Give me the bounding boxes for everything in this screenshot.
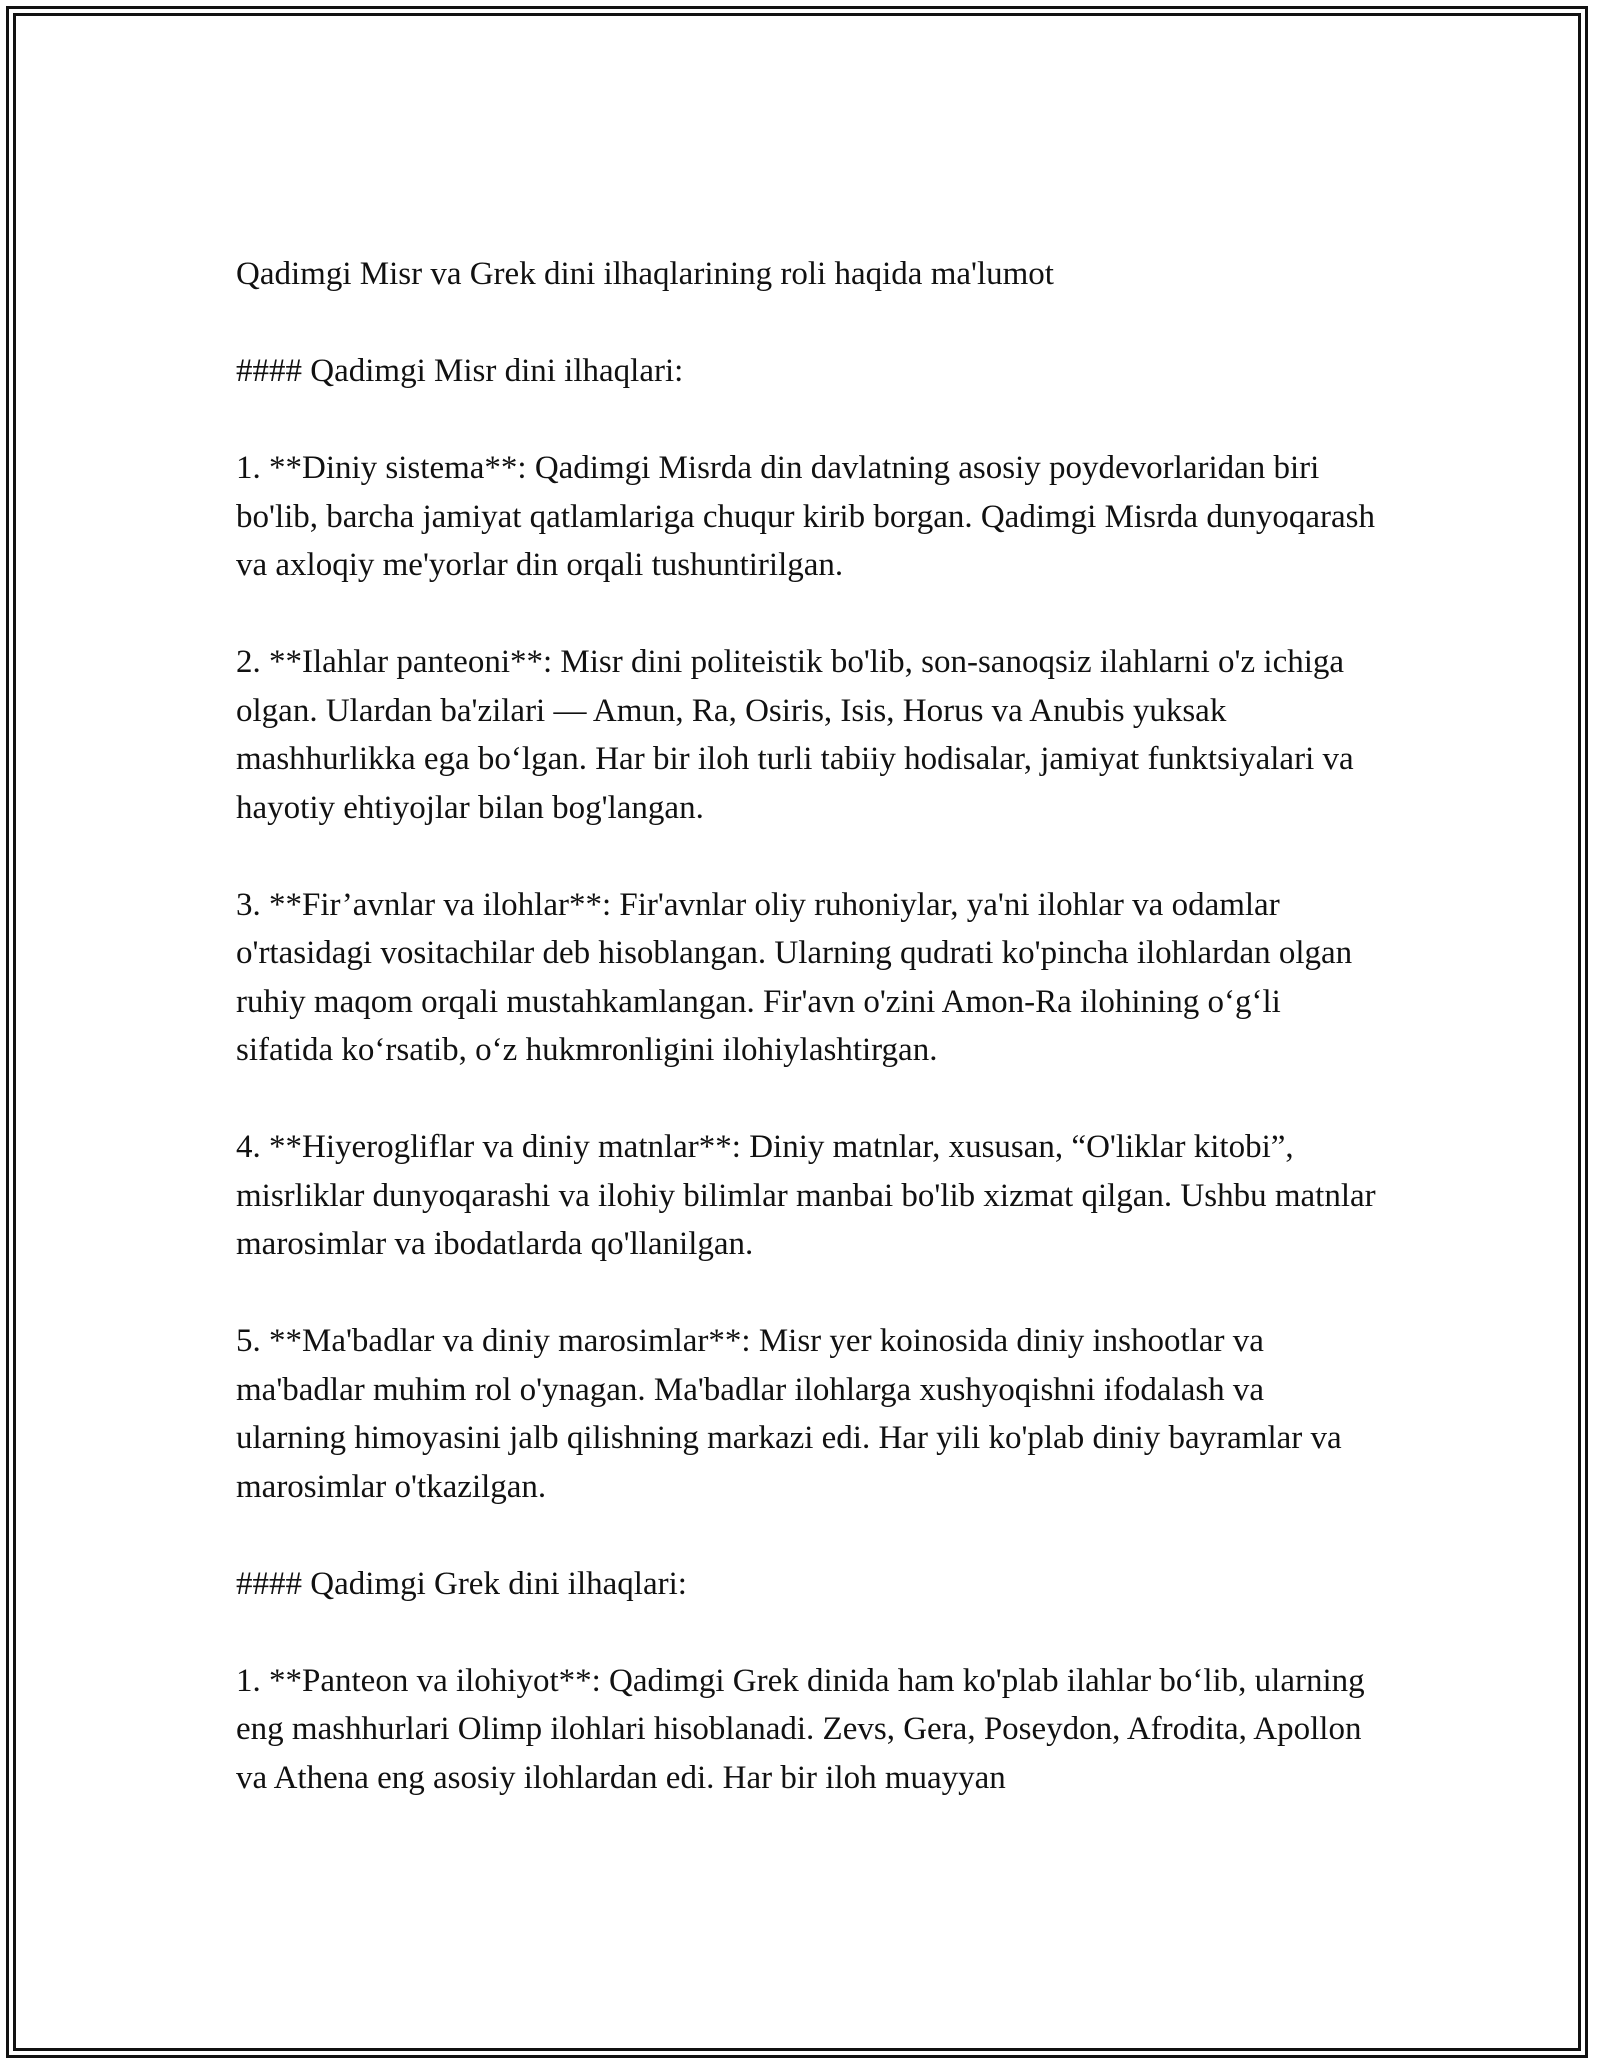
document-title: Qadimgi Misr va Grek dini ilhaqlarining roli haqida ma'lumot: [236, 256, 1054, 292]
paragraph-egypt-4: 4. **Hiyerogliflar va diniy matnlar**: Diniy matnlar, xususan, “O'liklar kitobi”, misrliklar dunyoqarashi va ilohiy bilimlar manbai bo'lib xizmat qilgan. Ushbu matnlar marosimlar va ibodatlarda qo'llanilgan.: [236, 1129, 1376, 1262]
document-body: [236, 250, 1376, 1851]
section-heading-greek: #### Qadimgi Grek dini ilhaqlari:: [236, 1565, 687, 1602]
section-heading-egypt: #### Qadimgi Misr dini ilhaqlari:: [236, 353, 684, 389]
paragraph-egypt-3: 3. **Fir’avnlar va ilohlar**: Fir'avnlar oliy ruhoniylar, ya'ni ilohlar va odamlar o'rtasidagi vositachilar deb hisoblangan. Ularning qudrati ko'pincha ilohlardan olgan ruhiy maqom orqali mustahkamlangan. Fir'avn o'zini Amon-Ra ilohining o‘g‘li sifatida ko‘rsatib, o‘z hukmronligini ilohiylashtirgan.: [236, 886, 1353, 1068]
paragraph-egypt-5: 5. **Ma'badlar va diniy marosimlar**: Misr yer koinosida diniy inshootlar va ma'badlar muhim rol o'ynagan. Ma'badlar ilohlarga xushyoqishni ifodalash va ularning himoyasini jalb qilishning markazi edi. Har yili ko'plab diniy bayramlar va marosimlar o'tkazilgan.: [236, 1323, 1342, 1505]
paragraph-greek-1: 1. **Panteon va ilohiyot**: Qadimgi Grek dinida ham ko'plab ilahlar bo‘lib, ularning eng mashhurlari Olimp ilohlari hisoblanadi. Zevs, Gera, Poseydon, Afrodita, Apollon va Athena eng asosiy ilohlardan edi. Har bir iloh muayyan: [236, 1662, 1365, 1796]
paragraph-egypt-1: 1. **Diniy sistema**: Qadimgi Misrda din davlatning asosiy poydevorlaridan biri bo'lib, barcha jamiyat qatlamlariga chuqur kirib borgan. Qadimgi Misrda dunyoqarash va axloqiy me'yorlar din orqali tushuntirilgan.: [236, 450, 1375, 583]
paragraph-egypt-2: 2. **Ilahlar panteoni**: Misr dini politeistik bo'lib, son-sanoqsiz ilahlarni o'z ichiga olgan. Ulardan ba'zilari — Amun, Ra, Osiris, Isis, Horus va Anubis yuksak mashhurlikka ega bo‘lgan. Har bir iloh turli tabiiy hodisalar, jamiyat funktsiyalari va hayotiy ehtiyojlar bilan bog'langan.: [236, 644, 1354, 826]
